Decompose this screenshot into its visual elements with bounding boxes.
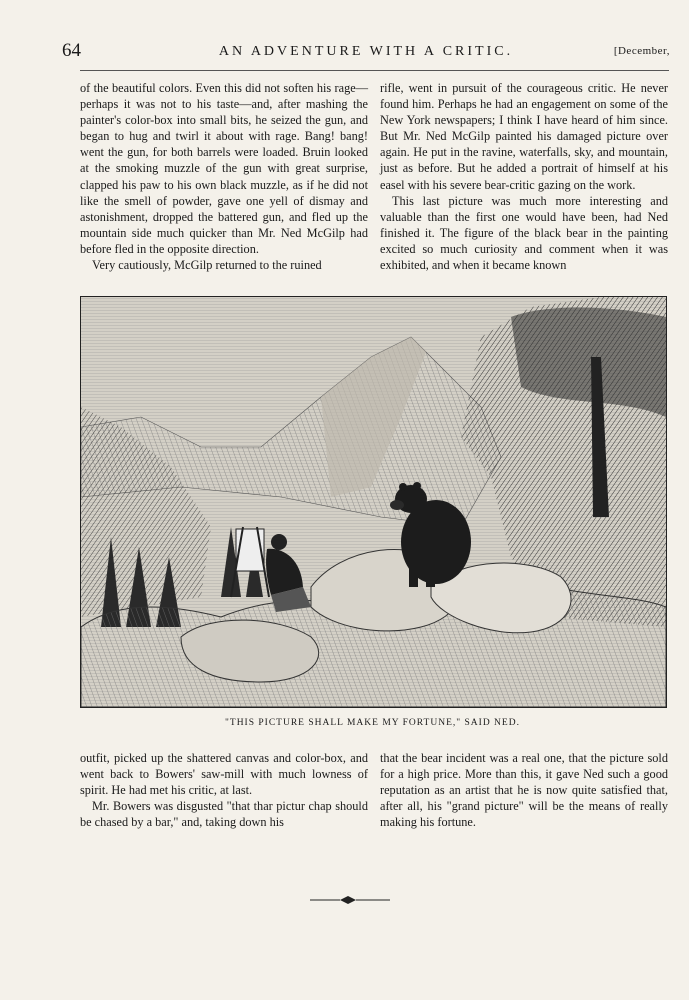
paragraph: that the bear incident was a real one, that the picture sold for a high price. More than this, it gave Ned such a good reputation as an artist that he is now quite satisfied that, after all, his "grand picture" will be the means of really making his fortune. xyxy=(380,751,668,830)
running-title: AN ADVENTURE WITH A CRITIC. xyxy=(218,44,514,59)
end-ornament-icon xyxy=(310,893,390,907)
paragraph: Mr. Bowers was disgusted "that thar pictur chap should be chased by a bar," and, taking down his xyxy=(80,799,368,830)
bear-and-painter-engraving xyxy=(81,297,666,707)
paragraph: Very cautiously, McGilp returned to the ruined xyxy=(92,258,322,273)
engraving-illustration xyxy=(80,296,667,708)
page-header xyxy=(62,40,670,68)
paragraph: This last picture was much more interesting and valuable than the first one would have been, had Ned finished it. The figure of the black bear in the painting excited so much curiosity and comment when it was exhibited, and when it became known xyxy=(380,193,668,273)
column-bottom-right xyxy=(380,750,668,830)
paragraph: rifle, went in pursuit of the courageous critic. He never found him. Perhaps he had an engagement on some of the New York newspapers; I think I have heard of him since. But Mr. Ned McGilp painted his damaged picture over again. He put in the ravine, waterfalls, sky, and mountain, just as before. But he added a portrait of himself at his easel with his severe bear-critic gazing on the work. xyxy=(380,81,668,192)
figure-caption: "THIS PICTURE SHALL MAKE MY FORTUNE," SAID NED. xyxy=(225,718,520,728)
header-rule xyxy=(80,70,669,71)
issue-month: [December, xyxy=(613,45,670,57)
column-top-right xyxy=(380,80,668,273)
column-top-left xyxy=(80,80,368,273)
paragraph: of the beautiful colors. Even this did not soften his rage—perhaps it was not to his taste—and, after mashing the painter's color-box into small bits, he seized the gun, and began to hug and twirl it about with rage. Bang! bang! went the gun, for both barrels were loaded. Bruin looked at the smoking muzzle of the gun with great surprise, clapped his paw to his own black muzzle, as if he did not like the smell of powder, gave one yell of dismay and astonishment, dropped the battered gun, and fled up the mountain side much quicker than Mr. Ned McGilp had before fled in the opposite direction. xyxy=(80,81,368,256)
column-bottom-left xyxy=(80,750,368,830)
page-number: 64 xyxy=(62,40,81,61)
paragraph: outfit, picked up the shattered canvas and color-box, and went back to Bowers' saw-mill with much lowness of spirit. He had met his critic, at last. xyxy=(80,751,368,798)
